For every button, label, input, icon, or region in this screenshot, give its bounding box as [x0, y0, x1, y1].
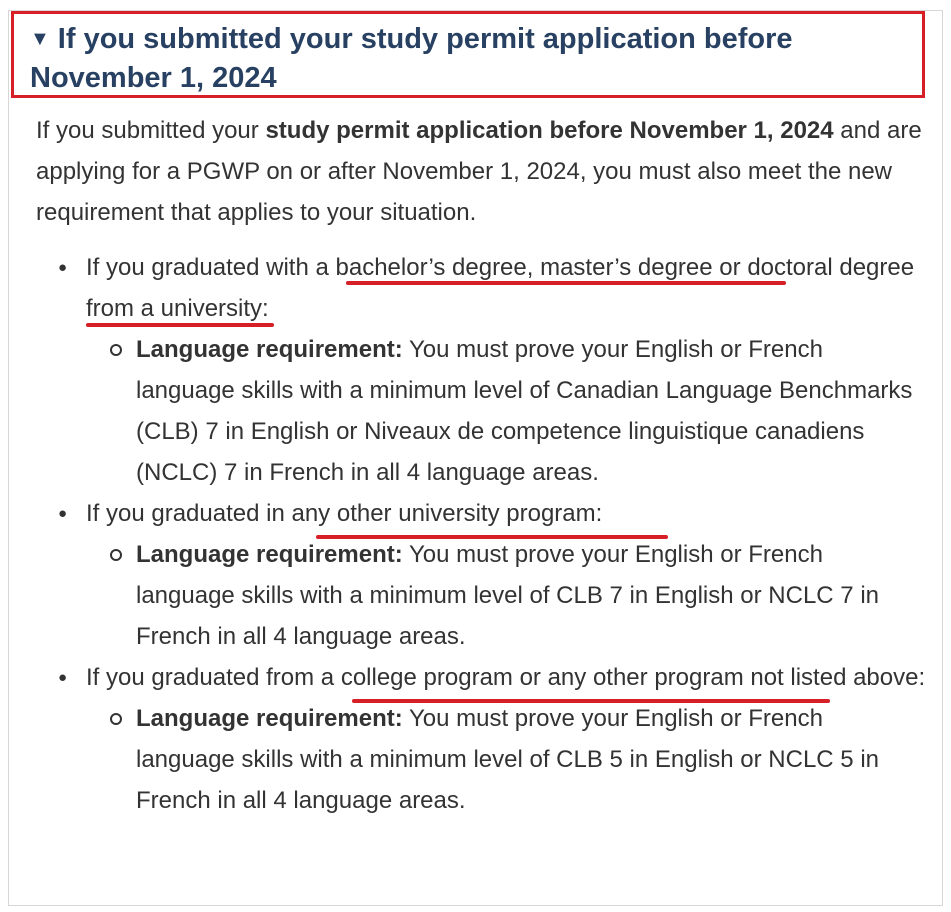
sub-list-item [86, 698, 926, 821]
sub-list [86, 534, 926, 657]
requirement-text: You must prove your English or French language skills with a minimum level of CLB 7 in English or NCLC 7 in French in all 4 language areas. [136, 541, 879, 650]
sub-list-item [86, 534, 926, 657]
details-summary[interactable] [11, 11, 925, 98]
underlined-text: a college program or any other program [320, 664, 744, 691]
underlined-text: a bachelor’s degree, master’s degree [315, 254, 713, 281]
highlight-underline [316, 535, 668, 539]
sub-list-item [86, 329, 926, 493]
triangle-down-icon: ▼ [30, 28, 50, 50]
intro-text-2: and are applying for a PGWP on or after November 1, 2024, you must also meet the new requirement that applies to your situation. [36, 117, 922, 226]
summary-title: If you submitted your study permit application before November 1, 2024 [30, 23, 793, 94]
sub-list [86, 698, 926, 821]
requirement-text: You must prove your English or French language skills with a minimum level of Canadian Language Benchmarks (CLB) 7 in English or Niveaux de competence linguistique canadiens (NCLC) 7 in French in all 4 language areas. [136, 336, 913, 486]
requirement-label: Language requirement: [136, 705, 403, 732]
item-text: or [712, 254, 748, 281]
item-text: not listed above: [743, 664, 926, 691]
intro-text: If you submitted your [36, 117, 266, 144]
item-text: If you graduated from [86, 664, 321, 691]
item-text: If you graduated with [86, 254, 316, 281]
intro-bold: study permit application before November 1, 2024 [265, 117, 834, 144]
underlined-text: doctoral degree [747, 254, 915, 281]
item-text: from a university: [86, 295, 269, 322]
graduation-list [36, 247, 926, 821]
requirement-label: Language requirement: [136, 541, 403, 568]
requirement-label: Language requirement: [136, 336, 403, 363]
list-item [36, 493, 926, 657]
item-text: : [595, 500, 603, 527]
details-content [36, 110, 926, 821]
list-item [36, 657, 926, 821]
highlight-underline [352, 699, 830, 703]
requirement-text: You must prove your English or French language skills with a minimum level of CLB 5 in English or NCLC 5 in French in all 4 language areas. [136, 705, 879, 814]
sub-list [86, 329, 926, 493]
intro-paragraph [36, 110, 926, 233]
highlight-underline [346, 281, 786, 285]
item-text: If you graduated in [86, 500, 292, 527]
underlined-text: any other university program [291, 500, 596, 527]
highlight-underline [86, 323, 274, 327]
